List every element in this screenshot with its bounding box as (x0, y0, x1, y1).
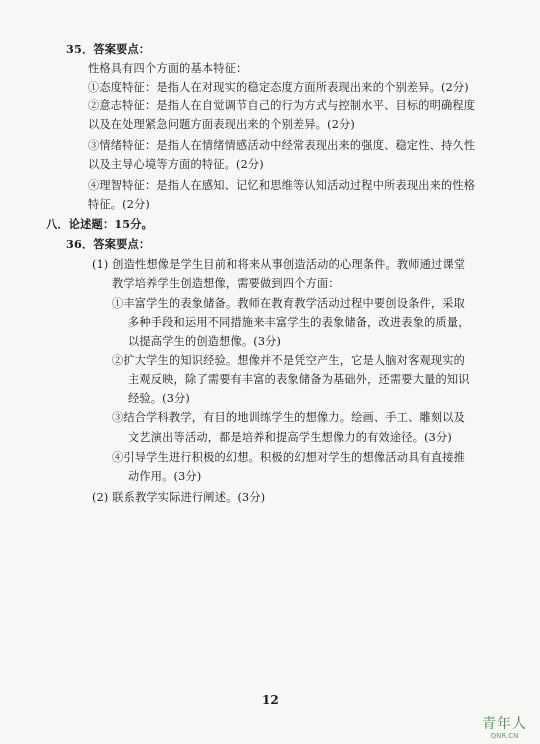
q35-point-1: ①态度特征：是指人在对现实的稳定态度方面所表现出来的个别差异。(2分) (88, 81, 469, 94)
watermark-text: 青年人 (482, 716, 527, 732)
q36-sub-1: ①丰富学生的表象储备。教师在教育教学活动过程中要创设条件，采取 (112, 297, 466, 310)
watermark-url: QNR.CN (490, 732, 519, 740)
q36-sub-1-cont: 多种手段和运用不同措施来丰富学生的表象储备，改进表象的质量， (128, 316, 470, 329)
q36-sub-3: ③结合学科教学，有目的地训练学生的想像力。绘画、手工、雕刻以及 (112, 411, 466, 424)
q36-part-2: (2) 联系教学实际进行阐述。(3分) (92, 491, 266, 504)
q36-sub-2-cont2: 经验。(3分) (128, 392, 190, 405)
q36-sub-4: ④引导学生进行积极的幻想。积极的幻想对学生的想像活动具有直接推 (112, 451, 466, 464)
watermark-logo (482, 713, 527, 740)
q36-part-1-cont: 教学培养学生创造想像，需要做到四个方面： (112, 277, 340, 290)
q35-point-2: ②意志特征：是指人在自觉调节自己的行为方式与控制水平、目标的明确程度 (88, 99, 476, 112)
q36-sub-2: ②扩大学生的知识经验。想像并不是凭空产生，它是人脑对客观现实的 (112, 354, 466, 367)
q35-point-2-cont: 以及在处理紧急问题方面表现出来的个别差异。(2分) (88, 118, 355, 131)
q35-point-3: ③情绪特征：是指人在情绪情感活动中经常表现出来的强度、稳定性、持久性 (88, 139, 476, 152)
q36-sub-1-cont2: 以提高学生的创造想像。(3分) (128, 335, 282, 348)
q35-point-3-cont: 以及主导心境等方面的特征。(2分) (88, 158, 264, 171)
page-number: 12 (262, 693, 279, 707)
q35-point-4: ④理智特征：是指人在感知、记忆和思维等认知活动过程中所表现出来的性格 (88, 179, 476, 192)
q36-sub-2-cont: 主观反映，除了需要有丰富的表象储备为基础外，还需要大量的知识 (128, 373, 470, 386)
q36-sub-3-cont: 文艺演出等活动，都是培养和提高学生想像力的有效途径。(3分) (128, 431, 452, 444)
q35-title: 35．答案要点： (66, 42, 151, 56)
q35-point-4-cont: 特征。(2分) (88, 198, 150, 211)
q36-part-1: (1) 创造性想像是学生目前和将来从事创造活动的心理条件。教师通过课堂 (92, 258, 466, 271)
q35-intro: 性格具有四个方面的基本特征： (88, 62, 248, 75)
q36-sub-4-cont: 动作用。(3分) (128, 470, 202, 483)
section-8-heading: 八．论述题：15分。 (46, 217, 154, 231)
q36-title: 36．答案要点： (66, 237, 151, 251)
